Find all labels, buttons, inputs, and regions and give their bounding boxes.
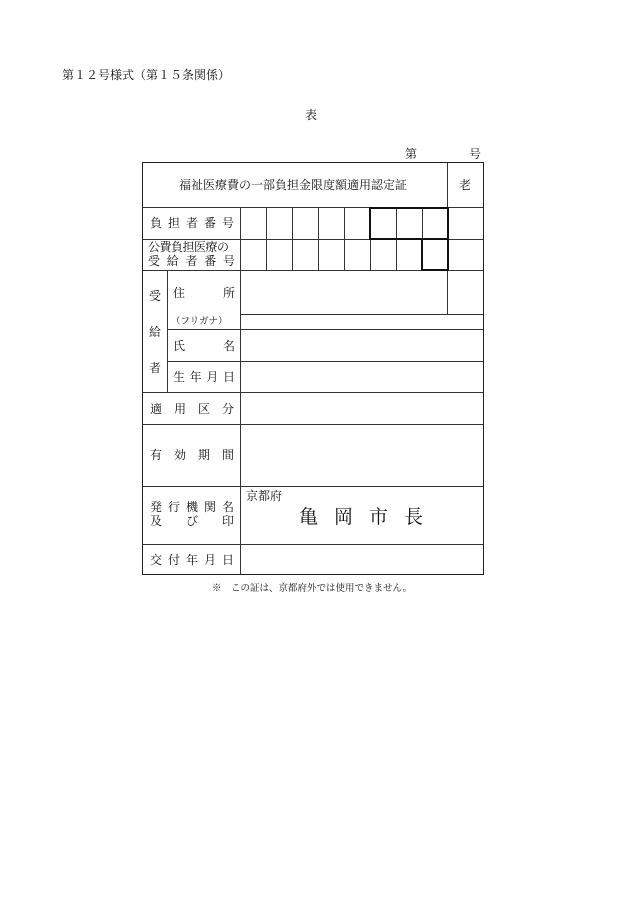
col-divider <box>240 207 241 574</box>
issue-date-label: 交 付 年 月 日 <box>150 553 234 567</box>
certificate-number-prefix: 第 <box>405 147 418 161</box>
col-divider <box>167 270 168 392</box>
furigana-label: （フリガナ） <box>171 316 228 327</box>
address-label: 住 所 <box>173 286 235 300</box>
name-label: 氏 名 <box>173 339 235 353</box>
check-digit-box <box>421 238 449 271</box>
issuer-name: 亀 岡 市 長 <box>299 506 423 528</box>
footnote: ※ この証は、京都府外では使用できません。 <box>212 583 413 594</box>
row-divider <box>240 314 483 315</box>
certificate-title: 福祉医療費の一部負担金限度額適用認定証 <box>179 178 408 192</box>
birthdate-label: 生 年 月 日 <box>173 370 235 384</box>
recipient-group-char: 給 <box>148 325 161 339</box>
digit-divider <box>266 207 267 270</box>
certificate-number-suffix: 号 <box>469 147 482 161</box>
elder-mark: 老 <box>459 178 472 192</box>
row-divider <box>143 424 483 425</box>
issuer-label-line1: 発 行 機 関 名 <box>150 500 234 514</box>
row-divider <box>143 544 483 545</box>
issuer-label-line2: 及 び 印 <box>150 514 234 528</box>
check-digit-box <box>369 207 449 240</box>
issuer-prefecture: 京都府 <box>246 489 283 503</box>
col-divider <box>447 163 448 207</box>
row-divider <box>143 392 483 393</box>
digit-divider <box>344 207 345 270</box>
validity-label: 有 効 期 間 <box>150 448 234 462</box>
row-divider <box>167 361 483 362</box>
recipient-group-char: 受 <box>148 289 161 303</box>
recipient-number-label-line2: 受 給 者 番 号 <box>148 254 235 268</box>
recipient-group-char: 者 <box>148 361 161 375</box>
digit-divider <box>318 207 319 270</box>
page-heading: 表 <box>305 108 318 122</box>
certificate-form-table <box>142 162 484 575</box>
digit-divider <box>292 207 293 270</box>
payer-number-label: 負 担 者 番 号 <box>150 216 234 230</box>
form-number: 第１２号様式（第１５条関係） <box>62 68 231 82</box>
category-label: 適 用 区 分 <box>150 402 234 416</box>
row-divider <box>167 329 483 330</box>
row-divider <box>143 486 483 487</box>
recipient-number-label-line1: 公費負担医療の <box>148 240 229 254</box>
